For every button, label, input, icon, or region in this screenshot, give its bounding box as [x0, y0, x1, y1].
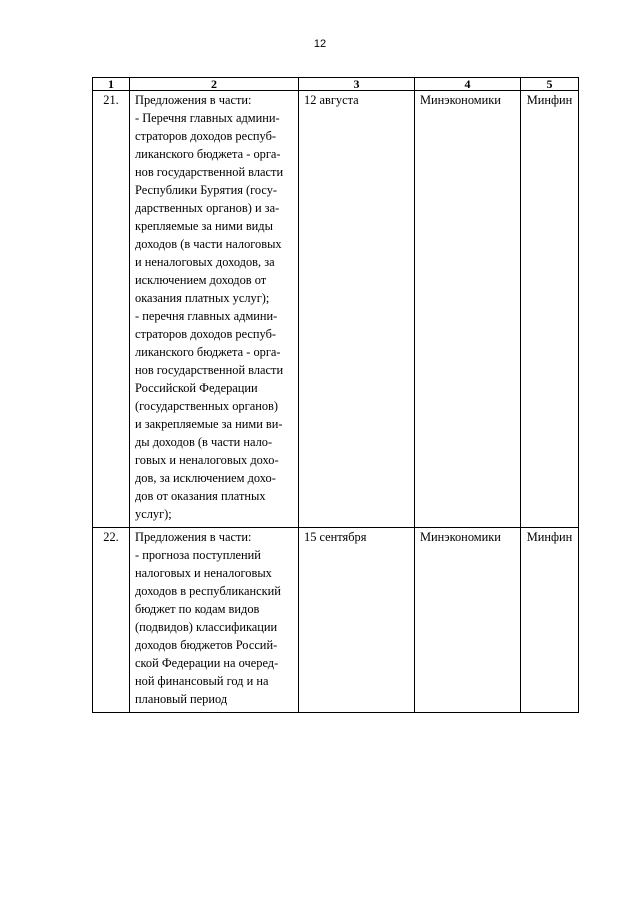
row-number: 21.: [93, 91, 130, 528]
description-line: плановый период: [135, 692, 228, 706]
description-line: страторов доходов респуб-: [135, 327, 277, 341]
description-line: ды доходов (в части нало-: [135, 435, 273, 449]
description-line: исключением доходов от: [135, 273, 267, 287]
description-line: (подвидов) классификации: [135, 620, 278, 634]
description-line: и неналоговых доходов, за: [135, 255, 275, 269]
description-line: ликанского бюджета - орга-: [135, 345, 281, 359]
header-col-5: 5: [521, 78, 579, 91]
description-line: Предложения в части:: [135, 530, 252, 544]
description-line: дарственных органов) и за-: [135, 201, 280, 215]
row-description: [130, 528, 299, 713]
description-line: оказания платных услуг);: [135, 291, 270, 305]
description-line: бюджет по кодам видов: [135, 602, 260, 616]
page-number: 12: [313, 38, 327, 50]
description-line: ской Федерации на очеред-: [135, 656, 279, 670]
description-line: налоговых и неналоговых: [135, 566, 272, 580]
row-description: [130, 91, 299, 528]
schedule-table: [92, 77, 579, 713]
header-row: [93, 78, 579, 91]
header-col-3: 3: [299, 78, 415, 91]
description-line: доходов (в части налоговых: [135, 237, 282, 251]
description-line: нов государственной власти: [135, 363, 284, 377]
row-recipient: Минфин: [521, 91, 579, 528]
description-line: дов от оказания платных: [135, 489, 266, 503]
description-line: Российской Федерации: [135, 381, 258, 395]
description-line: услуг);: [135, 507, 172, 521]
table-row: [93, 528, 579, 713]
row-date: 12 августа: [299, 91, 415, 528]
row-responsible: Минэкономики: [415, 91, 521, 528]
description-line: (государственных органов): [135, 399, 278, 413]
table-row: [93, 91, 579, 528]
description-line: - перечня главных админи-: [135, 309, 278, 323]
header-col-1: 1: [93, 78, 130, 91]
description-line: доходов в республиканский: [135, 584, 281, 598]
row-number: 22.: [93, 528, 130, 713]
description-line: ной финансовый год и на: [135, 674, 269, 688]
row-responsible: Минэкономики: [415, 528, 521, 713]
description-line: Предложения в части:: [135, 93, 252, 107]
description-line: крепляемые за ними виды: [135, 219, 273, 233]
description-line: - Перечня главных админи-: [135, 111, 280, 125]
header-col-4: 4: [415, 78, 521, 91]
header-col-2: 2: [130, 78, 299, 91]
description-line: доходов бюджетов Россий-: [135, 638, 278, 652]
description-line: нов государственной власти: [135, 165, 284, 179]
description-line: Республики Бурятия (госу-: [135, 183, 278, 197]
description-line: и закрепляемые за ними ви-: [135, 417, 283, 431]
description-line: дов, за исключением дохо-: [135, 471, 276, 485]
description-line: - прогноза поступлений: [135, 548, 261, 562]
description-line: говых и неналоговых дохо-: [135, 453, 279, 467]
description-line: ликанского бюджета - орга-: [135, 147, 281, 161]
description-line: страторов доходов респуб-: [135, 129, 277, 143]
row-recipient: Минфин: [521, 528, 579, 713]
row-date: 15 сентября: [299, 528, 415, 713]
